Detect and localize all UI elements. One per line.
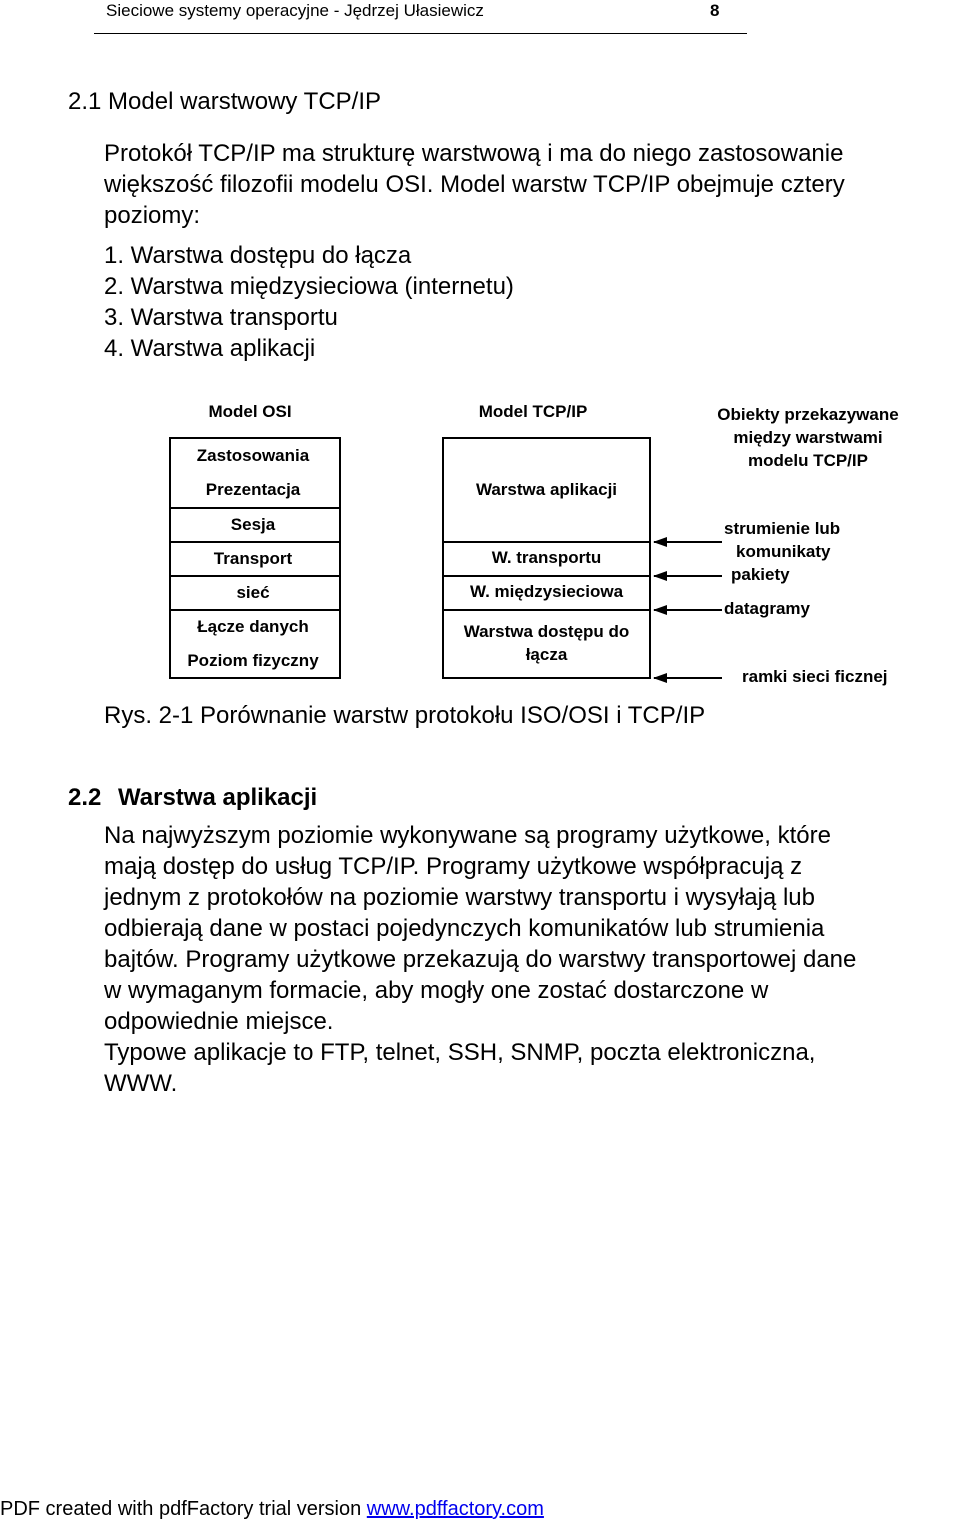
osi-model-title: Model OSI	[208, 402, 292, 421]
paragraph-line: odbierają dane w postaci pojedynczych komunikatów lub strumienia	[104, 915, 825, 942]
list-item: 4. Warstwa aplikacji	[104, 335, 316, 362]
paragraph-line: WWW.	[104, 1070, 178, 1097]
list-item: 3. Warstwa transportu	[104, 304, 338, 331]
figure-caption: Rys. 2-1 Porównanie warstw protokołu ISO/OSI i TCP/IP	[104, 702, 706, 729]
paragraph-line: mają dostęp do usług TCP/IP. Programy użytkowe współpracują z	[104, 853, 803, 880]
tcpip-layer: Warstwa aplikacji	[475, 480, 618, 499]
paragraph-line: Na najwyższym poziomie wykonywane są programy użytkowe, które	[104, 822, 831, 849]
tcpip-model-title: Model TCP/IP	[478, 402, 588, 421]
section-number: 2.2	[68, 784, 102, 811]
osi-layer: Prezentacja	[205, 480, 301, 499]
paragraph-line: Typowe aplikacje to FTP, telnet, SSH, SNMP, poczta elektroniczna,	[104, 1039, 816, 1066]
objects-title: modelu TCP/IP	[748, 451, 868, 470]
tcpip-layer: W. transportu	[491, 548, 602, 567]
page-number: 8	[710, 1, 720, 20]
header-title: Sieciowe systemy operacyjne - Jędrzej Ułasiewicz	[106, 1, 484, 20]
list-item: 2. Warstwa międzysieciowa (internetu)	[104, 273, 514, 300]
paragraph-line: Protokół TCP/IP ma strukturę warstwową i ma do niego zastosowanie	[104, 140, 844, 167]
osi-layer: Sesja	[230, 515, 276, 534]
paragraph-line: poziomy:	[104, 202, 201, 229]
osi-layer: Transport	[213, 549, 293, 568]
footer-text: PDF created with pdfFactory trial version	[0, 1498, 367, 1520]
footer-link[interactable]: www.pdffactory.com	[366, 1498, 544, 1520]
object-label: datagramy	[724, 599, 810, 618]
paragraph-line: bajtów. Programy użytkowe przekazują do warstwy transportowej dane	[104, 946, 857, 973]
paragraph-line: jednym z protokołów na poziomie warstwy transportu i wysyłają lub	[104, 884, 815, 911]
objects-title: między warstwami	[733, 428, 883, 447]
osi-layer: Poziom fizyczny	[187, 651, 319, 670]
osi-layer: sieć	[236, 583, 270, 602]
osi-layer: Zastosowania	[196, 446, 310, 465]
pdf-footer	[0, 1498, 544, 1521]
list-item: 1. Warstwa dostępu do łącza	[104, 242, 412, 269]
objects-title: Obiekty przekazywane	[717, 405, 899, 424]
section-title: Warstwa aplikacji	[118, 784, 318, 811]
object-label: komunikaty	[736, 542, 831, 561]
paragraph-line: w wymaganym formacie, aby mogły one zostać dostarczone w	[104, 977, 769, 1004]
paragraph-line: większość filozofii modelu OSI. Model warstw TCP/IP obejmuje cztery	[104, 171, 845, 198]
tcpip-layer: Warstwa dostępu do	[463, 622, 630, 641]
object-label: strumienie lub	[724, 519, 841, 538]
object-label: pakiety	[731, 565, 790, 584]
object-label: ramki sieci ficznej	[742, 667, 888, 686]
section-heading: 2.1 Model warstwowy TCP/IP	[68, 88, 381, 115]
tcpip-layer: W. międzysieciowa	[469, 582, 624, 601]
osi-layer: Łącze danych	[197, 617, 309, 636]
tcpip-layer: łącza	[525, 645, 568, 664]
paragraph-line: odpowiednie miejsce.	[104, 1008, 334, 1035]
